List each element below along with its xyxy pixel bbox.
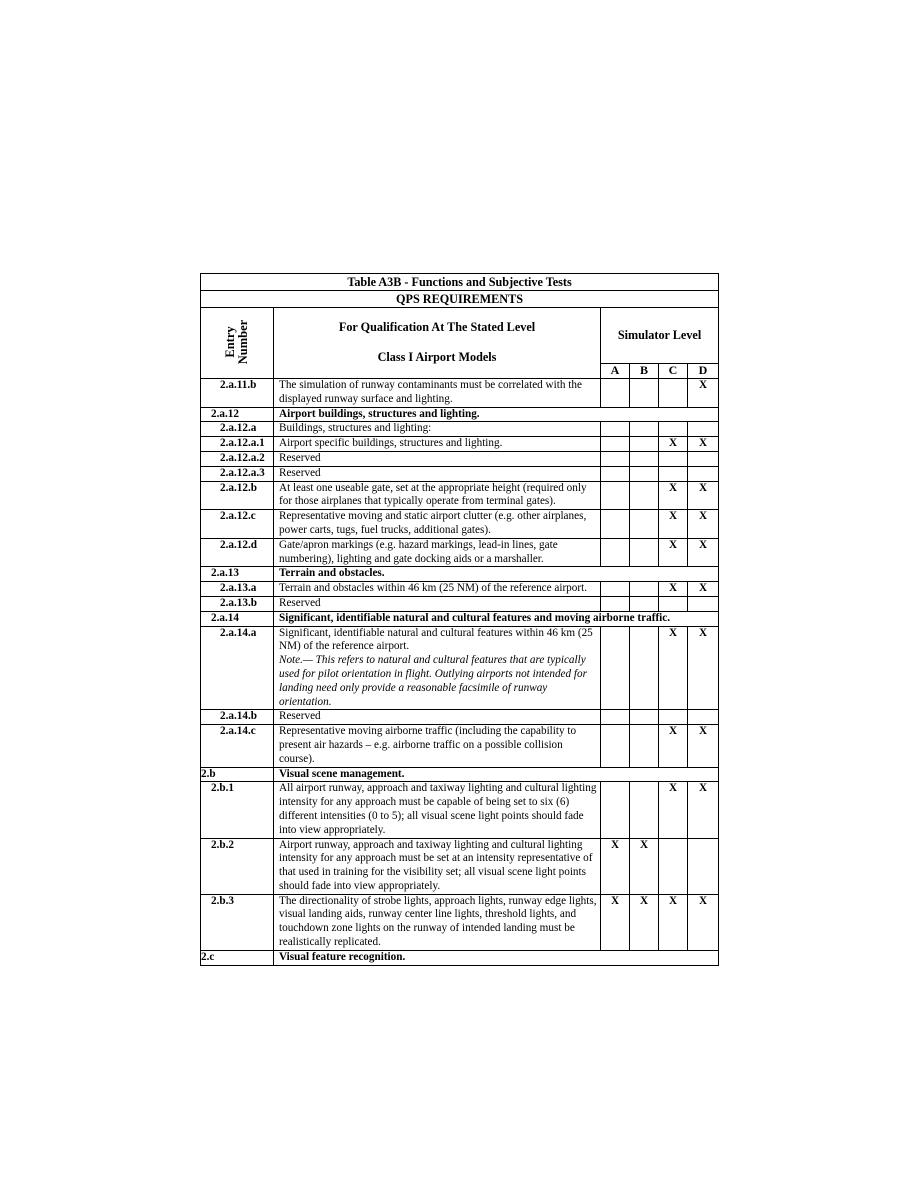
section-heading: Visual feature recognition.	[274, 950, 719, 965]
level-c-mark: X	[659, 437, 688, 452]
level-b-header: B	[630, 364, 659, 379]
level-c-mark	[659, 710, 688, 725]
level-d-mark: X	[688, 510, 719, 539]
entry-number: 2.b.1	[201, 782, 274, 838]
requirement-text: Reserved	[279, 451, 321, 464]
level-d-mark: X	[688, 538, 719, 567]
level-c-mark: X	[659, 725, 688, 767]
requirement-text: Representative moving and static airport clutter (e.g. other airplanes, power carts, tugs, fuel trucks, additional gates).	[279, 510, 587, 536]
level-b-mark	[630, 596, 659, 611]
table-row	[201, 379, 719, 408]
level-b-mark	[630, 582, 659, 597]
level-b-mark	[630, 466, 659, 481]
entry-number: 2.a.14	[201, 611, 274, 626]
table-row	[201, 466, 719, 481]
level-d-mark: X	[688, 582, 719, 597]
requirement-text: Buildings, structures and lighting:	[279, 422, 432, 435]
entry-number: 2.a.12.a	[201, 422, 274, 437]
section-heading: Terrain and obstacles.	[274, 567, 719, 582]
requirement-description	[274, 437, 601, 452]
entry-number: 2.b.3	[201, 894, 274, 950]
requirement-description	[274, 725, 601, 767]
level-d-mark: X	[688, 725, 719, 767]
level-c-mark: X	[659, 626, 688, 710]
level-a-mark	[601, 437, 630, 452]
requirement-description	[274, 451, 601, 466]
section-row	[201, 950, 719, 965]
level-c-mark: X	[659, 894, 688, 950]
entry-number: 2.a.13.b	[201, 596, 274, 611]
level-a-header: A	[601, 364, 630, 379]
entry-number: 2.a.12.c	[201, 510, 274, 539]
section-row	[201, 567, 719, 582]
level-b-mark	[630, 481, 659, 510]
level-c-mark: X	[659, 510, 688, 539]
section-heading: Significant, identifiable natural and cultural features and moving airborne traffic.	[274, 611, 719, 626]
level-a-mark	[601, 538, 630, 567]
table-row	[201, 838, 719, 894]
level-d-mark	[688, 422, 719, 437]
level-a-mark	[601, 481, 630, 510]
table-row	[201, 782, 719, 838]
level-c-header: C	[659, 364, 688, 379]
level-d-mark	[688, 451, 719, 466]
level-a-mark	[601, 422, 630, 437]
requirement-description	[274, 510, 601, 539]
entry-number: 2.a.11.b	[201, 379, 274, 408]
requirement-text: Reserved	[279, 596, 321, 609]
level-b-mark	[630, 451, 659, 466]
level-a-mark: X	[601, 894, 630, 950]
qualification-label: For Qualification At The Stated Level	[338, 320, 536, 334]
entry-number-label: Entry Number	[223, 319, 250, 365]
level-a-mark: X	[601, 838, 630, 894]
requirement-description	[274, 782, 601, 838]
level-c-mark	[659, 838, 688, 894]
level-d-mark: X	[688, 782, 719, 838]
entry-number: 2.a.12	[201, 407, 274, 422]
level-a-mark	[601, 466, 630, 481]
table-row	[201, 582, 719, 597]
level-b-mark	[630, 510, 659, 539]
level-c-mark	[659, 466, 688, 481]
level-c-mark: X	[659, 481, 688, 510]
section-row	[201, 611, 719, 626]
level-a-mark	[601, 451, 630, 466]
level-d-mark: X	[688, 626, 719, 710]
level-b-mark	[630, 437, 659, 452]
level-b-mark	[630, 379, 659, 408]
table-subtitle: QPS REQUIREMENTS	[201, 291, 719, 308]
level-b-mark	[630, 725, 659, 767]
level-d-header: D	[688, 364, 719, 379]
requirement-text: Significant, identifiable natural and cultural features within 46 km (25 NM) of the reference airport.	[279, 626, 593, 653]
table-body	[201, 379, 719, 966]
requirement-text: The simulation of runway contaminants must be correlated with the displayed runway surface and lighting.	[279, 379, 582, 405]
level-b-mark	[630, 422, 659, 437]
level-b-mark	[630, 782, 659, 838]
level-c-mark	[659, 596, 688, 611]
level-a-mark	[601, 626, 630, 710]
table-row	[201, 596, 719, 611]
entry-number: 2.a.12.b	[201, 481, 274, 510]
requirement-description	[274, 626, 601, 710]
level-b-mark: X	[630, 838, 659, 894]
level-d-mark: X	[688, 481, 719, 510]
section-heading: Visual scene management.	[274, 767, 719, 782]
requirement-text: Terrain and obstacles within 46 km (25 NM) of the reference airport.	[279, 582, 588, 595]
table-row	[201, 626, 719, 710]
level-d-mark	[688, 838, 719, 894]
requirement-text: Gate/apron markings (e.g. hazard markings, lead-in lines, gate numbering), lighting and gate docking aids or a marshaller.	[279, 538, 558, 565]
requirement-description	[274, 838, 601, 894]
requirement-text: Reserved	[279, 466, 321, 479]
section-heading: Airport buildings, structures and lighting.	[274, 407, 719, 422]
requirement-description	[274, 379, 601, 408]
level-b-mark	[630, 538, 659, 567]
requirement-text: Reserved	[279, 710, 321, 723]
requirement-text: Airport runway, approach and taxiway lighting and cultural lighting intensity for any approach must be set at an intensity representative of that used in training for the visibility set; all visual scene light points should fade into view appropriately.	[279, 838, 593, 892]
requirement-text: The directionality of strobe lights, approach lights, runway edge lights, visual landing aids, runway center line lights, threshold lights, and touchdown zone lights on the runway of intended landing must be realistically replicated.	[279, 894, 597, 949]
level-b-mark: X	[630, 894, 659, 950]
level-c-mark: X	[659, 538, 688, 567]
requirement-description	[274, 481, 601, 510]
requirement-description	[274, 422, 601, 437]
level-a-mark	[601, 510, 630, 539]
class-label: Class I Airport Models	[377, 349, 497, 364]
entry-number: 2.a.14.b	[201, 710, 274, 725]
section-row	[201, 767, 719, 782]
level-a-mark	[601, 710, 630, 725]
table-title: Table A3B - Functions and Subjective Tests	[201, 274, 719, 291]
level-d-mark: X	[688, 379, 719, 408]
level-c-mark	[659, 422, 688, 437]
level-c-mark: X	[659, 782, 688, 838]
level-b-mark	[630, 710, 659, 725]
requirement-description	[274, 582, 601, 597]
requirement-description	[274, 894, 601, 950]
table-row	[201, 481, 719, 510]
requirement-description	[274, 596, 601, 611]
requirement-description	[274, 466, 601, 481]
requirement-note: Note.— This refers to natural and cultural features that are typically used for pilot orientation in flight. Outlying airports not intended for landing need only provide a reasonable facsimile of runway orientation.	[279, 654, 587, 708]
requirement-text: Airport specific buildings, structures and lighting.	[279, 437, 503, 450]
requirement-text: At least one useable gate, set at the appropriate height (required only for those airplanes that typically operate from terminal gates).	[279, 481, 587, 508]
entry-number: 2.a.13	[201, 567, 274, 582]
level-a-mark	[601, 725, 630, 767]
entry-number: 2.a.12.a.2	[201, 451, 274, 466]
level-d-mark	[688, 466, 719, 481]
level-c-mark: X	[659, 582, 688, 597]
level-a-mark	[601, 582, 630, 597]
level-c-mark	[659, 379, 688, 408]
level-a-mark	[601, 782, 630, 838]
requirement-description	[274, 710, 601, 725]
entry-number: 2.b.2	[201, 838, 274, 894]
level-d-mark	[688, 596, 719, 611]
table-row	[201, 451, 719, 466]
table-row	[201, 422, 719, 437]
table-row	[201, 437, 719, 452]
level-a-mark	[601, 379, 630, 408]
requirement-text: All airport runway, approach and taxiway lighting and cultural lighting intensity for any approach must be capable of being set to six (6) different intensities (0 to 5); all visual scene light points should fade into view appropriately.	[279, 782, 597, 836]
level-d-mark: X	[688, 437, 719, 452]
entry-number: 2.a.12.d	[201, 538, 274, 567]
entry-number: 2.a.12.a.3	[201, 466, 274, 481]
requirement-text: Representative moving airborne traffic (including the capability to present air hazards – e.g. airborne traffic on a possible collision course).	[279, 725, 577, 765]
entry-number: 2.a.13.a	[201, 582, 274, 597]
functions-subjective-tests-table	[200, 273, 719, 966]
entry-number: 2.a.12.a.1	[201, 437, 274, 452]
section-row	[201, 407, 719, 422]
entry-number-header	[201, 308, 274, 379]
simulator-level-header: Simulator Level	[601, 308, 719, 364]
qualification-header	[274, 308, 601, 379]
table-row	[201, 538, 719, 567]
table-row	[201, 510, 719, 539]
table-row	[201, 894, 719, 950]
table-row	[201, 710, 719, 725]
entry-number: 2.c	[201, 950, 274, 965]
level-b-mark	[630, 626, 659, 710]
entry-number: 2.b	[201, 767, 274, 782]
table-row	[201, 725, 719, 767]
level-a-mark	[601, 596, 630, 611]
level-c-mark	[659, 451, 688, 466]
requirement-description	[274, 538, 601, 567]
entry-number: 2.a.14.c	[201, 725, 274, 767]
level-d-mark	[688, 710, 719, 725]
entry-number: 2.a.14.a	[201, 626, 274, 710]
level-d-mark: X	[688, 894, 719, 950]
